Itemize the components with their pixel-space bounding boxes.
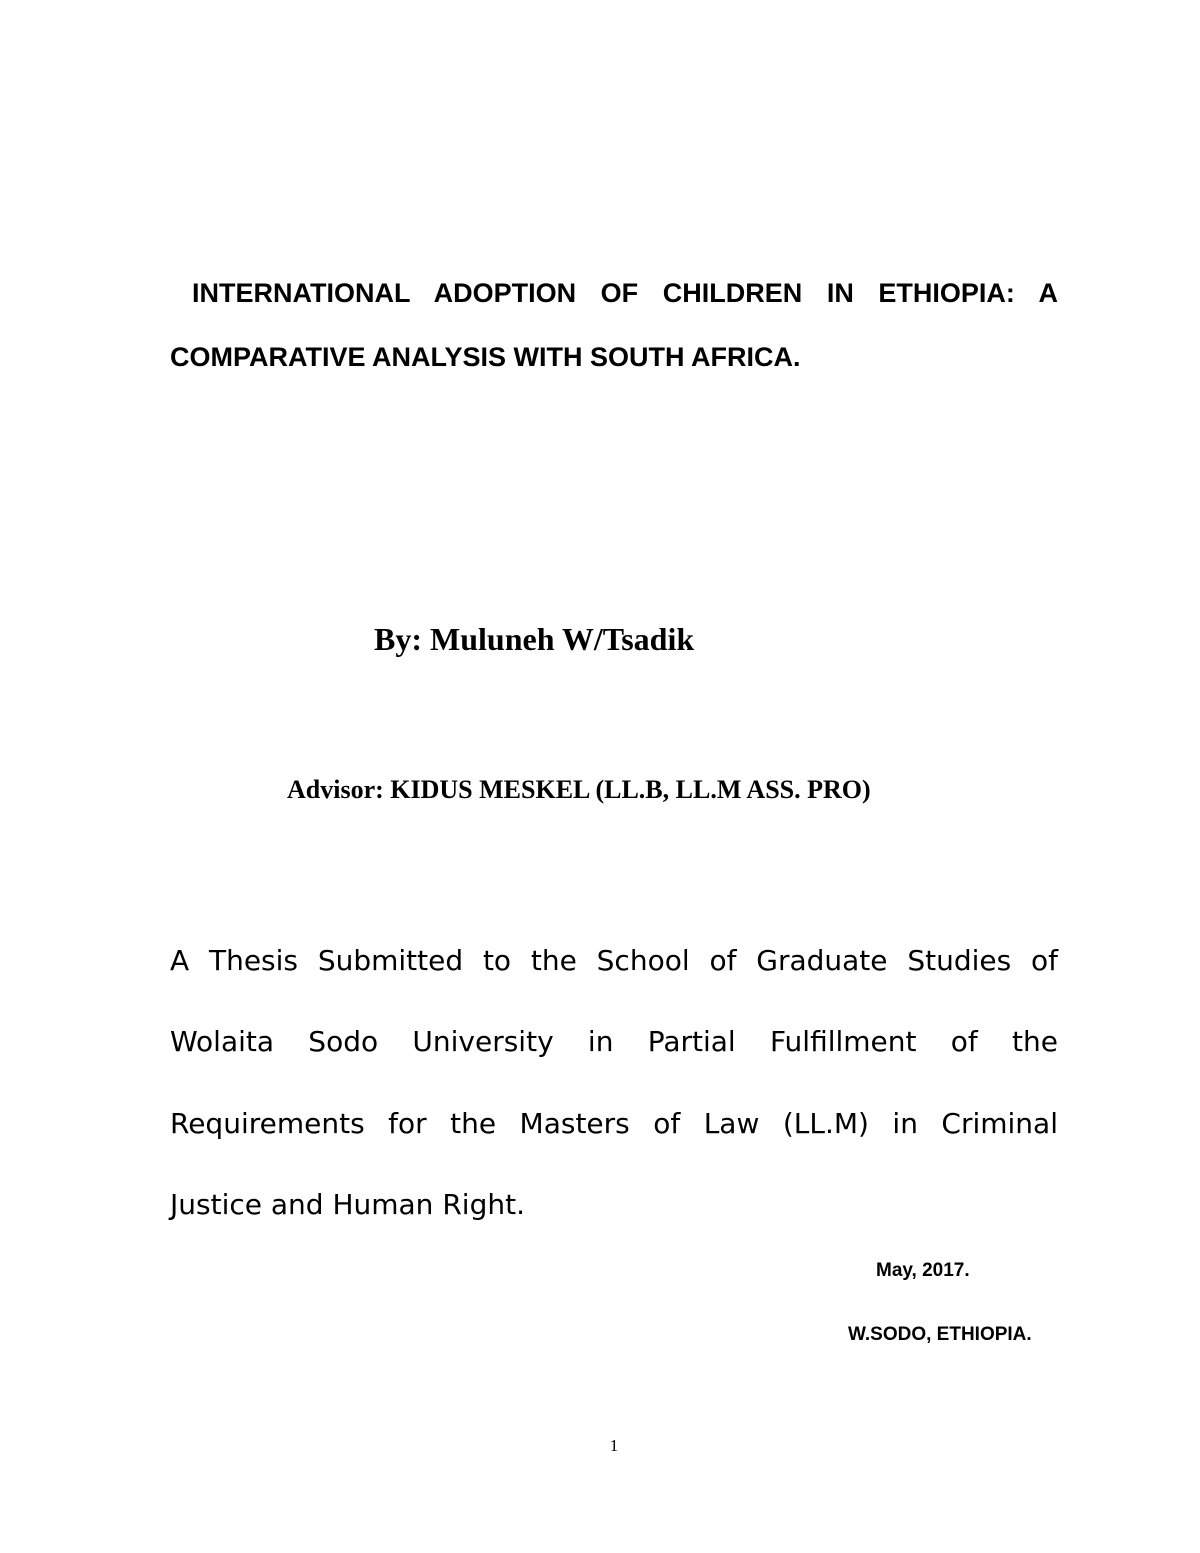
thesis-statement-line-2: Wolaita Sodo University in Partial Fulfillment of the — [170, 1025, 1058, 1058]
author-name: By: Muluneh W/Tsadik — [374, 621, 695, 657]
thesis-title-line-2: COMPARATIVE ANALYSIS WITH SOUTH AFRICA. — [170, 342, 801, 372]
page-number: 1 — [609, 1436, 619, 1455]
thesis-statement-line-4: Justice and Human Right. — [170, 1188, 525, 1221]
submission-date: May, 2017. — [876, 1260, 970, 1281]
thesis-statement-line-3: Requirements for the Masters of Law (LL.M) in Criminal — [170, 1107, 1058, 1140]
submission-place: W.SODO, ETHIOPIA. — [848, 1324, 1032, 1345]
thesis-title-line-1: INTERNATIONAL ADOPTION OF CHILDREN IN ETHIOPIA: A — [192, 278, 1058, 308]
advisor-name: Advisor: KIDUS MESKEL (LL.B, LL.M ASS. PRO) — [287, 775, 871, 804]
thesis-statement-line-1: A Thesis Submitted to the School of Graduate Studies of — [170, 944, 1058, 977]
